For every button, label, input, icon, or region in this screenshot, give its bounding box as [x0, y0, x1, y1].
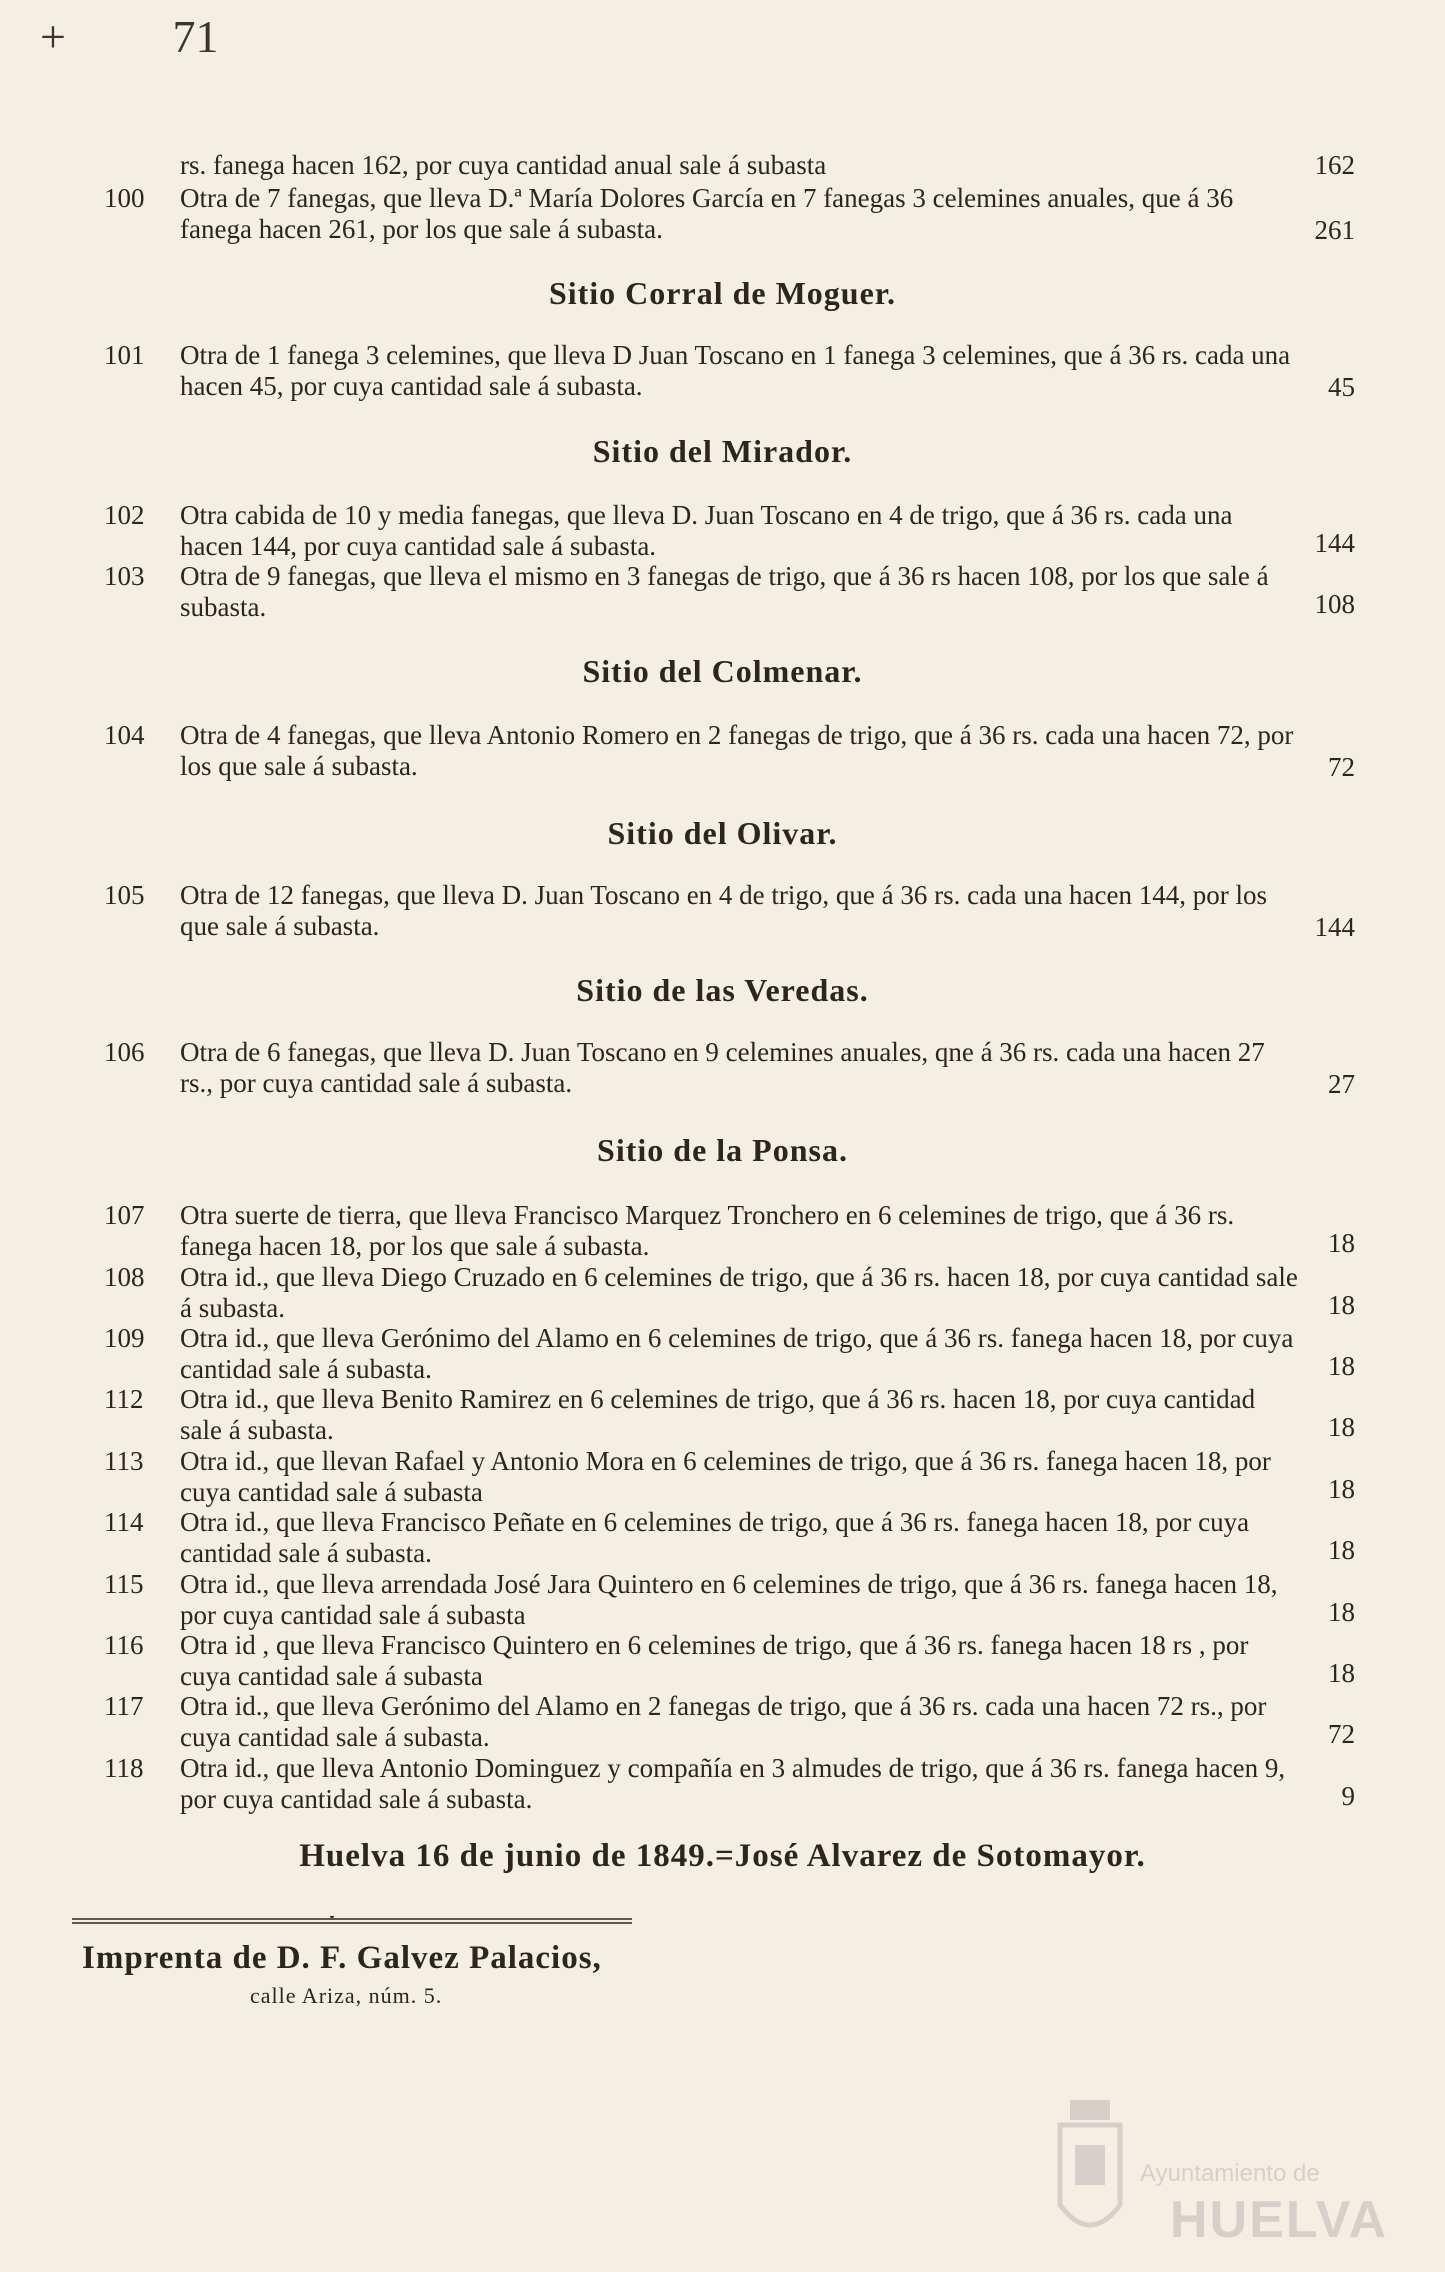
entry-value: 18: [1328, 1228, 1355, 1258]
entry-number: 115: [104, 1569, 144, 1599]
entry-number: 113: [104, 1446, 144, 1476]
entry-text: Otra id., que lleva Francisco Peñate en 6 celemines de trigo, que á 36 rs. fanega hacen 18, por cuya cantidad sale á subasta.: [180, 1507, 1250, 1568]
section-heading: Sitio del Colmenar.: [582, 653, 863, 689]
handwritten-marks: [40, 10, 218, 63]
handwritten-page-number: 71: [172, 11, 219, 62]
entry-number: 104: [104, 720, 145, 750]
entry-value: 18: [1328, 1658, 1355, 1688]
entry-number: 117: [104, 1691, 144, 1721]
entry-value: 261: [1314, 215, 1355, 245]
entry-text: Otra id., que lleva Antonio Dominguez y compañía en 3 almudes de trigo, que á 36 rs. fanega hacen 9, por cuya cantidad sale á subasta.: [180, 1753, 1286, 1814]
handwritten-plus: +: [40, 11, 66, 62]
entry-value: 18: [1328, 1597, 1355, 1627]
entry-text: Otra cabida de 10 y media fanegas, que lleva D. Juan Toscano en 4 de trigo, que á 36 rs. cada una hacen 144, por cuya cantidad sale á subasta.: [180, 500, 1233, 561]
entry-text: Otra id., que llevan Rafael y Antonio Mora en 6 celemines de trigo, que á 36 rs. fanega hacen 18, por cuya cantidad sale á subasta: [180, 1446, 1271, 1507]
entry-text: Otra id., que lleva Benito Ramirez en 6 celemines de trigo, que á 36 rs. hacen 18, por cuya cantidad sale á subasta.: [180, 1384, 1256, 1445]
printer-address: calle Ariza, núm. 5.: [250, 1983, 443, 2008]
entry-number: 107: [104, 1200, 145, 1230]
entry-text: Otra id., que lleva Gerónimo del Alamo en 2 fanegas de trigo, que á 36 rs. cada una hacen 72 rs., por cuya cantidad sale á subasta.: [180, 1691, 1267, 1752]
entry-number: 108: [104, 1262, 145, 1292]
section-heading: Sitio de las Veredas.: [576, 972, 869, 1008]
entry-value: 108: [1314, 589, 1355, 619]
entry-value: 18: [1328, 1351, 1355, 1381]
entry-value: 72: [1328, 1719, 1355, 1749]
entry-number: 105: [104, 880, 145, 910]
section-heading: Sitio de la Ponsa.: [597, 1132, 848, 1168]
entry-text: Otra de 4 fanegas, que lleva Antonio Romero en 2 fanegas de trigo, que á 36 rs. cada una hacen 72, por los que sale á subasta.: [180, 720, 1294, 781]
entry-number: 116: [104, 1630, 144, 1660]
section-heading: Sitio Corral de Moguer.: [548, 275, 897, 311]
entry-text: Otra suerte de tierra, que lleva Francisco Marquez Tronchero en 6 celemines de trigo, que á 36 rs. fanega hacen 18, por los que sale á subasta.: [180, 1200, 1235, 1261]
signature-line: Huelva 16 de junio de 1849.=José Alvarez de Sotomayor.: [299, 1838, 1146, 1874]
entry-value: 144: [1314, 912, 1355, 942]
entry-number: 101: [104, 340, 145, 370]
crest-icon: [1040, 2085, 1140, 2255]
section-heading: Sitio del Mirador.: [592, 433, 853, 469]
entry-value: 162: [1314, 150, 1355, 180]
entry-text: rs. fanega hacen 162, por cuya cantidad anual sale á subasta: [180, 150, 827, 180]
entry-text: Otra id., que lleva Gerónimo del Alamo en 6 celemines de trigo, que á 36 rs. fanega hacen 18, por cuya cantidad sale á subasta.: [180, 1323, 1294, 1384]
entry-value: 9: [1341, 1781, 1355, 1811]
entry-number: 114: [104, 1507, 144, 1537]
watermark-line2: HUELVA: [1170, 2191, 1389, 2249]
entry-number: 109: [104, 1323, 145, 1353]
entry-value: 27: [1328, 1069, 1355, 1099]
watermark-line1: Ayuntamiento de: [1140, 2160, 1320, 2187]
ornamental-rule: [72, 1916, 632, 1926]
entry-value: 18: [1328, 1535, 1355, 1565]
entry-number: 118: [104, 1753, 144, 1783]
entry-text: Otra id., que lleva arrendada José Jara Quintero en 6 celemines de trigo, que á 36 rs. fanega hacen 18, por cuya cantidad sale á subasta: [180, 1569, 1278, 1630]
entry-number: 103: [104, 561, 145, 591]
entry-text: Otra de 1 fanega 3 celemines, que lleva D Juan Toscano en 1 fanega 3 celemines, que á 36 rs. cada una hacen 45, por cuya cantidad sale á subasta.: [180, 340, 1291, 401]
entry-text: Otra de 9 fanegas, que lleva el mismo en 3 fanegas de trigo, que á 36 rs hacen 108, por los que sale á subasta.: [180, 561, 1269, 622]
printer-name: Imprenta de D. F. Galvez Palacios,: [82, 1940, 602, 1976]
entry-value: 18: [1328, 1290, 1355, 1320]
entry-text: Otra de 6 fanegas, que lleva D. Juan Toscano en 9 celemines anuales, qne á 36 rs. cada una hacen 27 rs., por cuya cantidad sale á subasta.: [180, 1037, 1265, 1098]
entry-number: 112: [104, 1384, 144, 1414]
section-heading: Sitio del Olivar.: [607, 815, 838, 851]
entry-text: Otra de 12 fanegas, que lleva D. Juan Toscano en 4 de trigo, que á 36 rs. cada una hacen 144, por los que sale á subasta.: [180, 880, 1268, 941]
entry-value: 18: [1328, 1412, 1355, 1442]
entry-value: 18: [1328, 1474, 1355, 1504]
entry-number: 102: [104, 500, 145, 530]
entry-number: 106: [104, 1037, 145, 1067]
entry-number: 100: [104, 183, 145, 213]
entry-text: Otra id., que lleva Diego Cruzado en 6 celemines de trigo, que á 36 rs. hacen 18, por cuya cantidad sale á subasta.: [180, 1262, 1298, 1323]
entry-value: 72: [1328, 752, 1355, 782]
entry-value: 144: [1314, 528, 1355, 558]
archive-watermark: [1040, 2065, 1389, 2255]
entry-value: 45: [1328, 372, 1355, 402]
entry-text: Otra id , que lleva Francisco Quintero en 6 celemines de trigo, que á 36 rs. fanega hacen 18 rs , por cuya cantidad sale á subasta: [180, 1630, 1249, 1691]
entry-text: Otra de 7 fanegas, que lleva D.ª María Dolores García en 7 fanegas 3 celemines anuales, que á 36 fanega hacen 261, por los que sale á subasta.: [180, 183, 1234, 244]
